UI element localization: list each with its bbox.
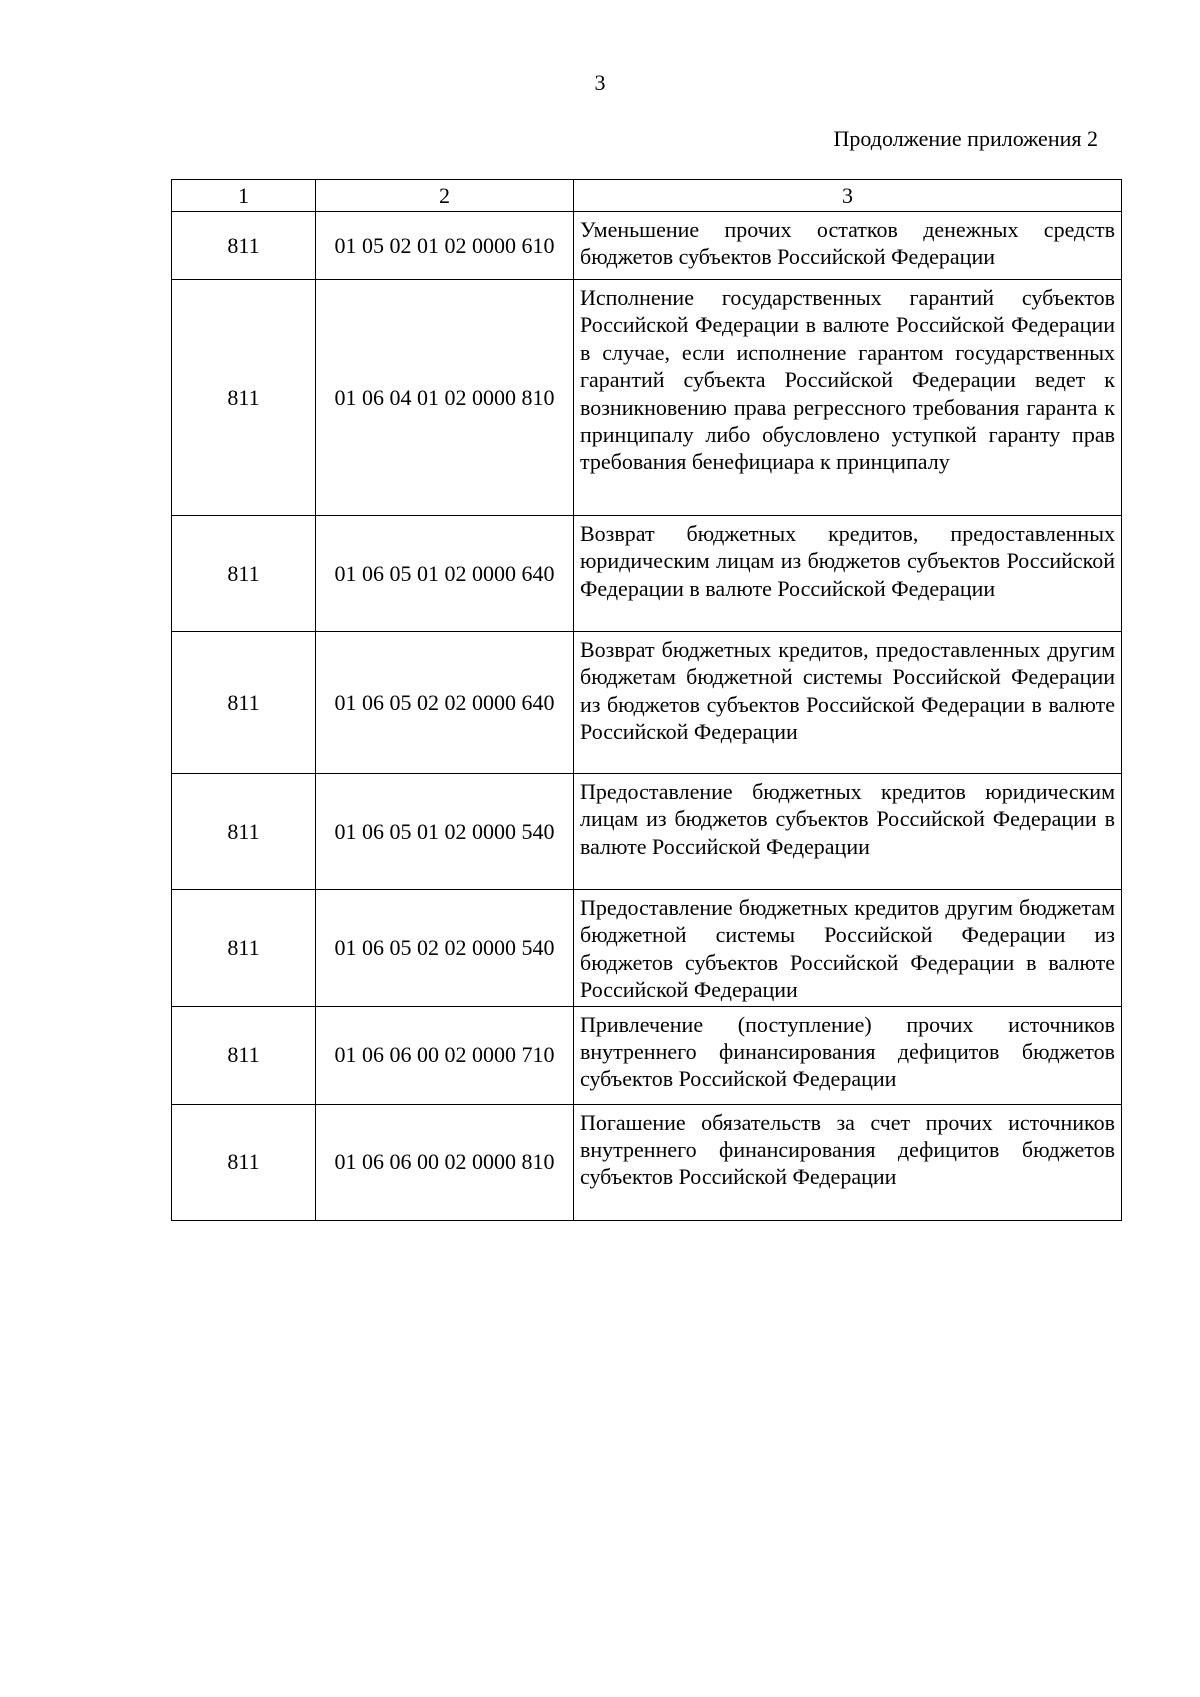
sources-table xyxy=(171,179,1122,1221)
appendix-continuation-note: Продолжение приложения 2 xyxy=(833,126,1098,151)
source-code-cell: 01 06 05 02 02 0000 540 xyxy=(316,890,574,1007)
column-header-1: 1 xyxy=(172,180,316,212)
table-header-row xyxy=(172,180,1122,212)
source-name-cell: Предоставление бюджетных кредитов другим бюджетам бюджетной системы Российской Федерации из бюджетов субъектов Российской Федерации в валюте Российской Федерации xyxy=(574,890,1122,1007)
source-name-cell: Возврат бюджетных кредитов, предоставленных юридическим лицам из бюджетов субъектов Российской Федерации в валюте Российской Федерации xyxy=(574,516,1122,632)
admin-code-cell: 811 xyxy=(172,890,316,1007)
table-row xyxy=(172,280,1122,516)
source-code-cell: 01 06 06 00 02 0000 810 xyxy=(316,1104,574,1220)
admin-code-cell: 811 xyxy=(172,280,316,516)
admin-code-cell: 811 xyxy=(172,632,316,774)
admin-code-cell: 811 xyxy=(172,1104,316,1220)
sources-table-container xyxy=(171,179,1121,1221)
admin-code-cell: 811 xyxy=(172,516,316,632)
source-name-cell: Исполнение государственных гарантий субъектов Российской Федерации в валюте Российской Федерации в случае, если исполнение гарантом государственных гарантий субъекта Российской Федерации ведет к возникновению права регрессного требования гаранта к принципалу либо обусловлено уступкой гаранту прав требования бенефициара к принципалу xyxy=(574,280,1122,516)
source-name-cell: Возврат бюджетных кредитов, предоставленных другим бюджетам бюджетной системы Российской Федерации из бюджетов субъектов Российской Федерации в валюте Российской Федерации xyxy=(574,632,1122,774)
table-row xyxy=(172,774,1122,890)
source-code-cell: 01 06 04 01 02 0000 810 xyxy=(316,280,574,516)
table-row xyxy=(172,1104,1122,1220)
column-header-2: 2 xyxy=(316,180,574,212)
source-code-cell: 01 06 06 00 02 0000 710 xyxy=(316,1006,574,1104)
admin-code-cell: 811 xyxy=(172,774,316,890)
table-row xyxy=(172,1006,1122,1104)
source-name-cell: Уменьшение прочих остатков денежных средств бюджетов субъектов Российской Федерации xyxy=(574,212,1122,280)
source-name-cell: Привлечение (поступление) прочих источников внутреннего финансирования дефицитов бюджетов субъектов Российской Федерации xyxy=(574,1006,1122,1104)
source-code-cell: 01 06 05 01 02 0000 540 xyxy=(316,774,574,890)
table-row xyxy=(172,212,1122,280)
table-row xyxy=(172,516,1122,632)
source-code-cell: 01 06 05 02 02 0000 640 xyxy=(316,632,574,774)
source-name-cell: Погашение обязательств за счет прочих источников внутреннего финансирования дефицитов бюджетов субъектов Российской Федерации xyxy=(574,1104,1122,1220)
table-row xyxy=(172,890,1122,1007)
table-row xyxy=(172,632,1122,774)
admin-code-cell: 811 xyxy=(172,212,316,280)
source-code-cell: 01 05 02 01 02 0000 610 xyxy=(316,212,574,280)
source-code-cell: 01 06 05 01 02 0000 640 xyxy=(316,516,574,632)
page-number: 3 xyxy=(594,70,606,95)
column-header-3: 3 xyxy=(574,180,1122,212)
source-name-cell: Предоставление бюджетных кредитов юридическим лицам из бюджетов субъектов Российской Федерации в валюте Российской Федерации xyxy=(574,774,1122,890)
admin-code-cell: 811 xyxy=(172,1006,316,1104)
